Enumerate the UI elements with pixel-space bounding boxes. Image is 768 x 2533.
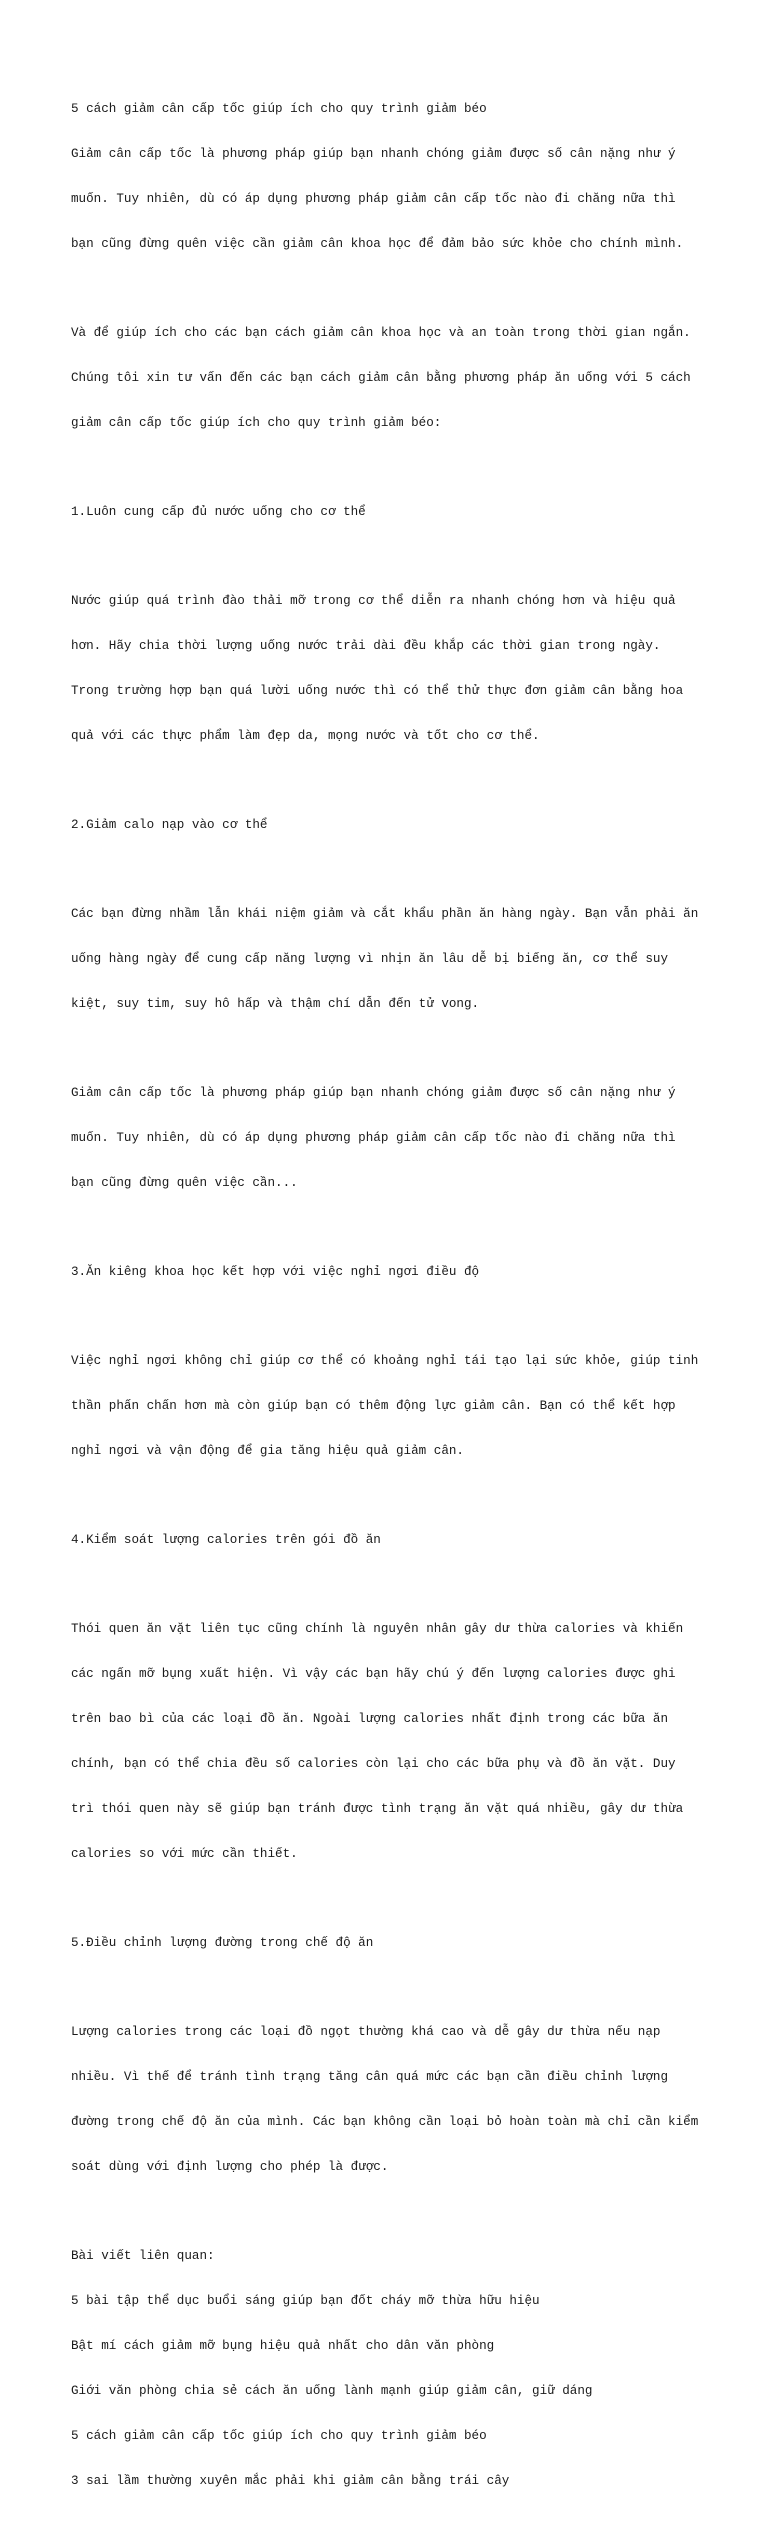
section-2-paragraph-2 xyxy=(71,1056,711,1221)
intro-paragraph-2 xyxy=(71,296,711,461)
text-line: giảm cân cấp tốc giúp ích cho quy trình giảm béo: xyxy=(71,416,442,430)
text-line: các ngấn mỡ bụng xuất hiện. Vì vậy các bạn hãy chú ý đến lượng calories được ghi xyxy=(71,1667,676,1681)
document-page xyxy=(71,72,711,2533)
text-line: trên bao bì của các loại đồ ăn. Ngoài lượng calories nhất định trong các bữa ăn xyxy=(71,1712,669,1726)
text-line: quả với các thực phẩm làm đẹp da, mọng nước và tốt cho cơ thể. xyxy=(71,729,540,743)
text-line: calories so với mức cần thiết. xyxy=(71,1847,298,1861)
related-article-link[interactable]: Bật mí cách giảm mỡ bụng hiệu quả nhất cho dân văn phòng xyxy=(71,2339,495,2353)
related-article-link[interactable]: Giới văn phòng chia sẻ cách ăn uống lành mạnh giúp giảm cân, giữ dáng xyxy=(71,2384,593,2398)
text-line: nhiều. Vì thế để tránh tình trạng tăng cân quá mức các bạn cần điều chỉnh lượng xyxy=(71,2070,669,2084)
section-3-paragraph xyxy=(71,1324,711,1489)
section-1-paragraph xyxy=(71,564,711,774)
text-line: thần phấn chấn hơn mà còn giúp bạn có thêm động lực giảm cân. Bạn có thể kết hợp xyxy=(71,1399,676,1413)
text-line: Việc nghỉ ngơi không chỉ giúp cơ thể có khoảng nghỉ tái tạo lại sức khỏe, giúp tinh xyxy=(71,1354,699,1368)
section-heading-2: 2.Giảm calo nạp vào cơ thể xyxy=(71,818,268,832)
related-article-link[interactable]: 3 sai lầm thường xuyên mắc phải khi giảm cân bằng trái cây xyxy=(71,2474,510,2488)
section-5-paragraph xyxy=(71,1995,711,2205)
text-line: Các bạn đừng nhầm lẫn khái niệm giảm và cắt khẩu phần ăn hàng ngày. Bạn vẫn phải ăn xyxy=(71,907,699,921)
text-line: uống hàng ngày để cung cấp năng lượng vì nhịn ăn lâu dễ bị biếng ăn, cơ thể suy xyxy=(71,952,669,966)
text-line: Lượng calories trong các loại đồ ngọt thường khá cao và dễ gây dư thừa nếu nạp xyxy=(71,2025,661,2039)
text-line: trì thói quen này sẽ giúp bạn tránh được tình trạng ăn vặt quá nhiều, gây dư thừa xyxy=(71,1802,684,1816)
section-heading-3: 3.Ăn kiêng khoa học kết hợp với việc nghỉ ngơi điều độ xyxy=(71,1265,480,1279)
text-line: Giảm cân cấp tốc là phương pháp giúp bạn nhanh chóng giảm được số cân nặng như ý xyxy=(71,1086,676,1100)
text-line: soát dùng với định lượng cho phép là được. xyxy=(71,2160,389,2174)
text-line: chính, bạn có thể chia đều số calories còn lại cho các bữa phụ và đồ ăn vặt. Duy xyxy=(71,1757,676,1771)
section-heading-5: 5.Điều chỉnh lượng đường trong chế độ ăn xyxy=(71,1936,374,1950)
section-4-paragraph xyxy=(71,1592,711,1892)
text-line: Thói quen ăn vặt liên tục cũng chính là nguyên nhân gây dư thừa calories và khiến xyxy=(71,1622,684,1636)
document-title: 5 cách giảm cân cấp tốc giúp ích cho quy trình giảm béo xyxy=(71,102,487,116)
related-article-link[interactable]: 5 bài tập thể dục buổi sáng giúp bạn đốt cháy mỡ thừa hữu hiệu xyxy=(71,2294,540,2308)
text-line: hơn. Hãy chia thời lượng uống nước trải dài đều khắp các thời gian trong ngày. xyxy=(71,639,661,653)
text-line: Giảm cân cấp tốc là phương pháp giúp bạn nhanh chóng giảm được số cân nặng như ý xyxy=(71,147,676,161)
text-line: bạn cũng đừng quên việc cần... xyxy=(71,1176,298,1190)
intro-paragraph-1 xyxy=(71,72,711,282)
text-line: nghỉ ngơi và vận động để gia tăng hiệu quả giảm cân. xyxy=(71,1444,464,1458)
related-articles xyxy=(71,2219,711,2519)
related-article-link[interactable]: 5 cách giảm cân cấp tốc giúp ích cho quy trình giảm béo xyxy=(71,2429,487,2443)
text-line: Trong trường hợp bạn quá lười uống nước thì có thể thử thực đơn giảm cân bằng hoa xyxy=(71,684,684,698)
text-line: Nước giúp quá trình đào thải mỡ trong cơ thể diễn ra nhanh chóng hơn và hiệu quả xyxy=(71,594,676,608)
related-articles-title: Bài viết liên quan: xyxy=(71,2249,215,2263)
text-line: Chúng tôi xin tư vấn đến các bạn cách giảm cân bằng phương pháp ăn uống với 5 cách xyxy=(71,371,691,385)
section-heading-1: 1.Luôn cung cấp đủ nước uống cho cơ thể xyxy=(71,505,366,519)
text-line: Và để giúp ích cho các bạn cách giảm cân khoa học và an toàn trong thời gian ngắn. xyxy=(71,326,691,340)
text-line: muốn. Tuy nhiên, dù có áp dụng phương pháp giảm cân cấp tốc nào đi chăng nữa thì xyxy=(71,1131,676,1145)
text-line: kiệt, suy tim, suy hô hấp và thậm chí dẫn đến tử vong. xyxy=(71,997,480,1011)
section-2-paragraph-1 xyxy=(71,877,711,1042)
section-heading-4: 4.Kiểm soát lượng calories trên gói đồ ăn xyxy=(71,1533,381,1547)
text-line: đường trong chế độ ăn của mình. Các bạn không cần loại bỏ hoàn toàn mà chỉ cần kiểm xyxy=(71,2115,699,2129)
text-line: bạn cũng đừng quên việc cần giảm cân khoa học để đảm bảo sức khỏe cho chính mình. xyxy=(71,237,684,251)
text-line: muốn. Tuy nhiên, dù có áp dụng phương pháp giảm cân cấp tốc nào đi chăng nữa thì xyxy=(71,192,676,206)
